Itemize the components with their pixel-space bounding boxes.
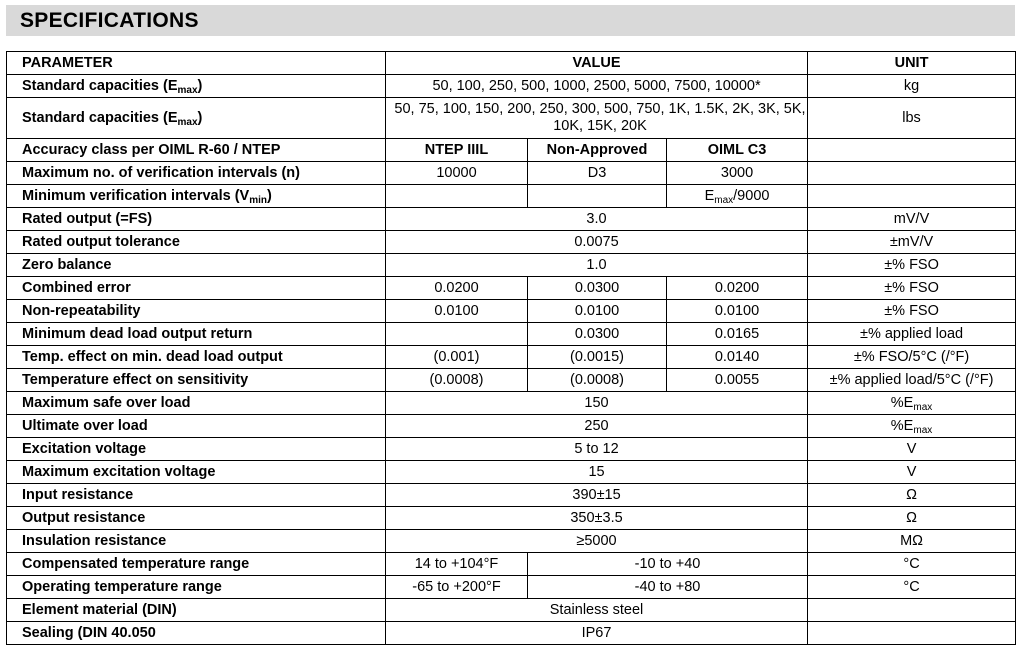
value-cell: 0.0165 (667, 323, 808, 346)
unit-cell: mV/V (808, 208, 1016, 231)
unit-cell: Ω (808, 507, 1016, 530)
parameter-cell: Operating temperature range (7, 576, 386, 599)
table-row (7, 576, 1016, 599)
value-cell: 10000 (386, 162, 528, 185)
value-cell: (0.0008) (528, 369, 667, 392)
unit-cell: kg (808, 75, 1016, 98)
parameter-cell: Insulation resistance (7, 530, 386, 553)
value-cell: 0.0055 (667, 369, 808, 392)
unit-cell: $\%E_{max}$ (808, 392, 1016, 415)
parameter-cell: Maximum excitation voltage (7, 461, 386, 484)
value-cell: OIML C3 (667, 139, 808, 162)
value-cell: 390±15 (386, 484, 808, 507)
table-row (7, 162, 1016, 185)
table-row (7, 484, 1016, 507)
table-row (7, 599, 1016, 622)
table-row (7, 553, 1016, 576)
value-cell: 250 (386, 415, 808, 438)
table-row (7, 461, 1016, 484)
section-title: SPECIFICATIONS (20, 9, 199, 32)
specifications-table (6, 51, 1016, 645)
unit-cell: ±% applied load/5°C (/°F) (808, 369, 1016, 392)
value-cell: 0.0200 (386, 277, 528, 300)
value-cell: 0.0100 (386, 300, 528, 323)
unit-cell: ±% FSO/5°C (/°F) (808, 346, 1016, 369)
value-cell: 0.0140 (667, 346, 808, 369)
unit-cell: V (808, 438, 1016, 461)
parameter-cell: Non-repeatability (7, 300, 386, 323)
header-unit: UNIT (808, 52, 1016, 75)
unit-cell: ±% FSO (808, 277, 1016, 300)
unit-cell: ±% FSO (808, 254, 1016, 277)
value-cell: 0.0100 (528, 300, 667, 323)
parameter-cell: Maximum safe over load (7, 392, 386, 415)
value-cell: -40 to +80 (528, 576, 808, 599)
value-cell: 150 (386, 392, 808, 415)
parameter-cell: Standard capacities $(E_{max})$ (7, 98, 386, 139)
table-row (7, 75, 1016, 98)
value-cell (528, 185, 667, 208)
table-row (7, 323, 1016, 346)
parameter-cell: Temp. effect on min. dead load output (7, 346, 386, 369)
unit-cell: ±% FSO (808, 300, 1016, 323)
table-row (7, 208, 1016, 231)
parameter-cell: Output resistance (7, 507, 386, 530)
table-row (7, 185, 1016, 208)
table-row (7, 231, 1016, 254)
value-cell: $E_{max}/9000$ (667, 185, 808, 208)
unit-cell: $\%E_{max}$ (808, 415, 1016, 438)
parameter-cell: Minimum verification intervals $(V_{min})$ (7, 185, 386, 208)
parameter-cell: Element material (DIN) (7, 599, 386, 622)
parameter-cell: Accuracy class per OIML R-60 / NTEP (7, 139, 386, 162)
value-cell: 0.0200 (667, 277, 808, 300)
parameter-cell: Rated output tolerance (7, 231, 386, 254)
table-row (7, 507, 1016, 530)
parameter-cell: Rated output (=FS) (7, 208, 386, 231)
unit-cell: ±mV/V (808, 231, 1016, 254)
value-cell: 0.0300 (528, 323, 667, 346)
table-row (7, 300, 1016, 323)
parameter-cell: Ultimate over load (7, 415, 386, 438)
value-cell: (0.0015) (528, 346, 667, 369)
value-cell: 0.0100 (667, 300, 808, 323)
value-cell: 3000 (667, 162, 808, 185)
unit-cell (808, 139, 1016, 162)
value-cell: (0.0008) (386, 369, 528, 392)
value-cell: 0.0075 (386, 231, 808, 254)
table-row (7, 139, 1016, 162)
parameter-cell: Minimum dead load output return (7, 323, 386, 346)
value-cell: ≥5000 (386, 530, 808, 553)
unit-cell: Ω (808, 484, 1016, 507)
unit-cell: °C (808, 553, 1016, 576)
value-cell: -10 to +40 (528, 553, 808, 576)
table-row (7, 392, 1016, 415)
value-cell: D3 (528, 162, 667, 185)
table-row (7, 415, 1016, 438)
value-cell (386, 323, 528, 346)
value-cell: 3.0 (386, 208, 808, 231)
unit-cell (808, 622, 1016, 645)
unit-cell (808, 185, 1016, 208)
table-row (7, 277, 1016, 300)
parameter-cell: Excitation voltage (7, 438, 386, 461)
parameter-cell: Input resistance (7, 484, 386, 507)
unit-cell (808, 162, 1016, 185)
table-row (7, 369, 1016, 392)
section-banner (6, 5, 1015, 36)
value-cell: 15 (386, 461, 808, 484)
table-row (7, 98, 1016, 139)
value-cell: 50, 75, 100, 150, 200, 250, 300, 500, 750, 1K, 1.5K, 2K, 3K, 5K, 10K, 15K, 20K (386, 98, 808, 139)
parameter-cell: Zero balance (7, 254, 386, 277)
value-cell: 1.0 (386, 254, 808, 277)
parameter-cell: Combined error (7, 277, 386, 300)
value-cell: IP67 (386, 622, 808, 645)
value-cell: 5 to 12 (386, 438, 808, 461)
table-row (7, 622, 1016, 645)
value-cell: NTEP IIIL (386, 139, 528, 162)
value-cell: (0.001) (386, 346, 528, 369)
unit-cell: MΩ (808, 530, 1016, 553)
value-cell: Stainless steel (386, 599, 808, 622)
value-cell: 0.0300 (528, 277, 667, 300)
header-value: VALUE (386, 52, 808, 75)
parameter-cell: Compensated temperature range (7, 553, 386, 576)
value-cell: Non-Approved (528, 139, 667, 162)
value-cell: -65 to +200°F (386, 576, 528, 599)
parameter-cell: Standard capacities $(E_{max})$ (7, 75, 386, 98)
value-cell: 350±3.5 (386, 507, 808, 530)
unit-cell (808, 599, 1016, 622)
value-cell (386, 185, 528, 208)
value-cell: 14 to +104°F (386, 553, 528, 576)
header-parameter: PARAMETER (7, 52, 386, 75)
table-header-row (7, 52, 1016, 75)
parameter-cell: Maximum no. of verification intervals (n) (7, 162, 386, 185)
parameter-cell: Temperature effect on sensitivity (7, 369, 386, 392)
parameter-cell: Sealing (DIN 40.050 (7, 622, 386, 645)
table-row (7, 530, 1016, 553)
unit-cell: lbs (808, 98, 1016, 139)
table-row (7, 346, 1016, 369)
unit-cell: V (808, 461, 1016, 484)
value-cell: 50, 100, 250, 500, 1000, 2500, 5000, 7500, 10000* (386, 75, 808, 98)
table-row (7, 254, 1016, 277)
unit-cell: °C (808, 576, 1016, 599)
table-row (7, 438, 1016, 461)
unit-cell: ±% applied load (808, 323, 1016, 346)
